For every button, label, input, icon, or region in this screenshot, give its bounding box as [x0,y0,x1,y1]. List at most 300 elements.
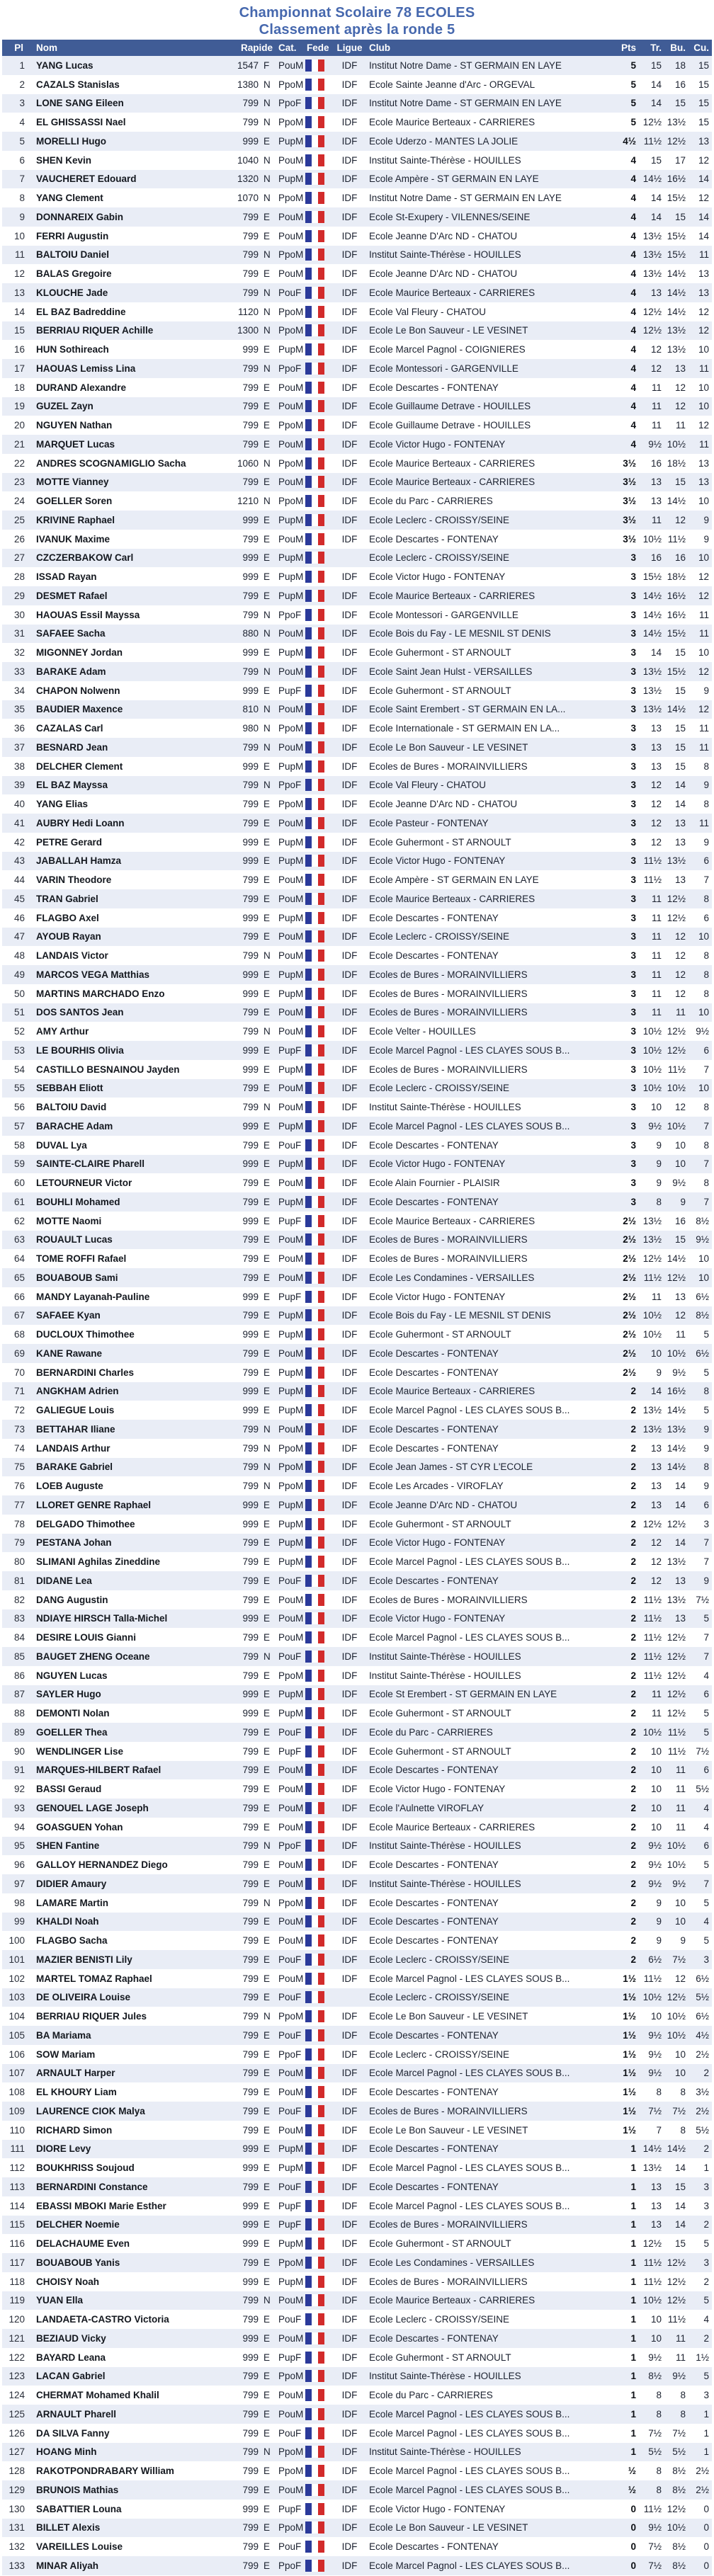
ligue-cell: IDF [341,514,358,525]
bu-cell: 10½ [667,1120,686,1132]
bu-cell: 12½ [667,893,686,904]
cu-cell: 0 [703,2503,709,2514]
tr-cell: 11 [651,969,662,980]
ligue-cell: IDF [341,1973,358,1984]
rating-cell: 799 [242,1442,259,1454]
ligue-cell: IDF [341,1120,358,1132]
tr-cell: 13½ [642,1215,662,1226]
ligue-cell: IDF [341,1916,358,1927]
federation-cell [305,1726,334,1738]
table-row [2,2329,712,2348]
ligue-cell: IDF [341,287,358,298]
bu-cell: 15 [674,723,686,734]
federation-cell [305,2276,334,2288]
table-row [2,1837,712,1856]
rating-type-cell: N [264,287,271,298]
rank-cell: 96 [13,1859,25,1871]
points-cell: 2 [630,1423,636,1435]
france-flag-icon [305,609,324,621]
cu-cell: 6 [703,855,709,867]
club-cell: Ecole Descartes - FONTENAY [369,912,499,923]
france-flag-icon [305,287,324,299]
header-pts: Pts [620,42,636,53]
rating-type-cell: N [264,950,271,962]
rank-cell: 103 [8,1992,25,2003]
table-row [2,1628,712,1647]
rating-cell: 799 [242,98,259,109]
rating-cell: 799 [242,477,259,488]
rating-type-cell: E [264,2408,271,2420]
tr-cell: 15 [650,154,662,166]
club-cell: Ecole Guhermont - ST ARNOULT [369,1329,511,1340]
category-cell: PouM [278,1007,304,1018]
rank-cell: 112 [9,2162,25,2174]
points-cell: 1½ [623,2124,636,2136]
points-cell: 1 [630,2314,636,2325]
rank-cell: 126 [8,2427,25,2439]
france-flag-icon [305,1783,324,1795]
rank-cell: 64 [13,1253,25,1265]
france-flag-icon [305,1025,324,1037]
table-row [2,1192,712,1212]
federation-cell [305,988,334,1000]
table-row [2,1287,712,1306]
rating-type-cell: E [264,268,271,280]
tr-cell: 12 [650,1537,662,1549]
ligue-cell: IDF [341,1499,358,1510]
table-row [2,814,712,833]
rank-cell: 88 [13,1708,25,1719]
bu-cell: 18½ [667,457,686,469]
federation-cell [305,2427,334,2439]
france-flag-icon [305,1082,324,1094]
france-flag-icon [305,2124,324,2136]
cu-cell: 6 [703,1044,709,1056]
rank-cell: 46 [13,912,25,923]
table-row [2,2291,712,2310]
bu-cell: 16 [674,79,686,90]
ligue-cell: IDF [341,2332,358,2344]
table-row [2,1079,712,1098]
tr-cell: 11 [651,950,662,962]
category-cell: PouF [278,2181,302,2192]
tr-cell: 13½ [642,268,662,280]
category-cell: PpoF [278,2048,302,2060]
tr-cell: 15 [650,59,662,71]
table-row [2,794,712,814]
france-flag-icon [305,2503,324,2515]
name-cell: BERNARDINI Constance [36,2181,148,2192]
points-cell: 2 [630,1594,636,1605]
ligue-cell: IDF [341,780,358,791]
cu-cell: 7 [703,1120,709,1132]
cu-cell: 1½ [696,2352,709,2363]
rating-cell: 1070 [237,193,259,204]
name-cell: JABALLAH Hamza [36,855,122,867]
bu-cell: 12½ [667,2503,686,2514]
table-row [2,2064,712,2083]
category-cell: PouM [278,1784,304,1795]
rating-cell: 799 [242,1802,259,1813]
category-cell: PupM [278,2162,304,2174]
ligue-cell: IDF [341,571,358,583]
cu-cell: 4½ [696,2029,709,2041]
name-cell: MARCOS VEGA Matthias [36,969,150,980]
ligue-cell: IDF [341,1935,358,1947]
ligue-cell: IDF [341,1044,358,1056]
table-row [2,1344,712,1363]
rating-type-cell: E [264,1272,271,1283]
ligue-cell: IDF [341,1859,358,1871]
name-cell: EL BAZ Mayssa [36,780,108,791]
points-cell: 1 [630,2352,636,2363]
rating-cell: 999 [242,2503,259,2514]
ligue-cell: IDF [341,1518,358,1529]
points-cell: 4 [630,420,636,431]
tr-cell: 7½ [648,2560,662,2571]
federation-cell [305,1859,334,1871]
tr-cell: 10 [650,2011,662,2022]
rank-cell: 70 [13,1367,25,1378]
club-cell: Institut Notre Dame - ST GERMAIN EN LAYE [369,98,562,109]
points-cell: 4 [630,382,636,393]
federation-cell [305,893,334,905]
rating-cell: 999 [242,1064,259,1075]
rating-cell: 799 [242,1537,259,1549]
france-flag-icon [305,1120,324,1132]
points-cell: 3 [630,855,636,867]
category-cell: PouM [278,2295,304,2306]
table-row [2,1382,712,1401]
points-cell: 3 [630,950,636,962]
france-flag-icon [305,779,324,791]
tr-cell: 11 [651,931,662,942]
rank-cell: 16 [13,344,25,355]
cu-cell: 5 [703,1859,709,1871]
rating-cell: 799 [242,1897,259,1908]
bu-cell: 10½ [667,1083,686,1094]
ligue-cell: IDF [341,931,358,942]
bu-cell: 12 [674,382,686,393]
points-cell: 2 [630,1784,636,1795]
tr-cell: 11 [651,1007,662,1018]
name-cell: MINAR Aliyah [36,2560,99,2571]
rating-type-cell: E [264,401,271,412]
tr-cell: 10 [650,1821,662,1833]
table-row [2,870,712,889]
cu-cell: 2½ [696,2105,709,2116]
ligue-cell: IDF [341,325,358,336]
club-cell: Ecole Leclerc - CROISSY/SEINE [369,2314,510,2325]
name-cell: KHALDI Noah [36,1916,99,1927]
bu-cell: 13½ [667,325,686,336]
club-cell: Ecole Maurice Berteaux - CARRIERES [369,1386,536,1397]
category-cell: PouM [278,1821,304,1833]
cu-cell: 7 [703,1537,709,1549]
table-row [2,2480,712,2500]
category-cell: PouM [278,1234,304,1246]
rank-cell: 43 [13,855,25,867]
rating-type-cell: E [264,2048,271,2060]
tr-cell: 9½ [648,1878,662,1889]
ligue-cell: IDF [341,760,358,772]
cu-cell: 12 [698,306,709,317]
france-flag-icon [305,1064,324,1076]
federation-cell [305,1764,334,1776]
tr-cell: 13½ [642,666,662,677]
rating-type-cell: E [264,969,271,980]
points-cell: 4 [630,249,636,261]
rank-cell: 75 [13,1461,25,1473]
points-cell: 1 [630,2200,636,2211]
rating-type-cell: F [264,59,270,71]
table-row [2,1515,712,1534]
ligue-cell: IDF [341,1234,358,1246]
bu-cell: 13 [674,817,686,828]
cu-cell: 6 [703,1689,709,1700]
name-cell: BASSI Geraud [36,1784,102,1795]
france-flag-icon [305,1272,324,1284]
rating-type-cell: E [264,2522,271,2534]
federation-cell [305,59,334,72]
club-cell: Ecole St-Exupery - VILENNES/SEINE [369,211,531,222]
tr-cell: 12 [650,1575,662,1586]
category-cell: PouM [278,817,304,828]
federation-cell [305,1139,334,1151]
cu-cell: 11 [698,249,709,261]
france-flag-icon [305,249,324,261]
points-cell: 3 [630,836,636,848]
rating-type-cell: N [264,193,271,204]
federation-cell [305,1991,334,2003]
name-cell: BOUABOUB Sami [36,1272,118,1283]
rank-cell: 59 [13,1158,25,1170]
tr-cell: 12 [650,799,662,810]
rank-cell: 130 [8,2503,25,2514]
category-cell: PupM [278,1689,304,1700]
club-cell: Ecole Uderzo - MANTES LA JOLIE [369,135,518,147]
france-flag-icon [305,1347,324,1360]
tr-cell: 13 [650,1461,662,1473]
ligue-cell: IDF [341,1765,358,1776]
name-cell: DA SILVA Fanny [36,2427,110,2439]
category-cell: PupF [278,1044,302,1056]
tr-cell: 11½ [643,874,662,886]
club-cell: Ecole Les Arcades - VIROFLAY [369,1481,504,1492]
rank-cell: 111 [10,2143,25,2155]
club-cell: Ecole Victor Hugo - FONTENAY [369,438,506,450]
federation-cell [305,1575,334,1587]
cu-cell: 8 [703,799,709,810]
rating-cell: 799 [242,2257,259,2268]
rating-type-cell: N [264,249,271,261]
table-row [2,1893,712,1913]
federation-cell [305,533,334,545]
ligue-cell: IDF [341,249,358,261]
france-flag-icon [305,343,324,355]
bu-cell: 10½ [667,2522,686,2534]
bu-cell: 8½ [672,2466,686,2477]
federation-cell [305,2408,334,2420]
table-row [2,776,712,795]
name-cell: BOUKHRISS Soujoud [36,2162,135,2174]
category-cell: PouM [278,1878,304,1889]
category-cell: PouM [278,211,304,222]
federation-cell [305,2029,334,2041]
rating-cell: 799 [242,1196,259,1207]
cu-cell: 11 [698,363,709,374]
tr-cell: 13½ [642,1405,662,1416]
rank-cell: 90 [13,1745,25,1757]
bu-cell: 13 [674,874,686,886]
tr-cell: 12½ [642,2238,662,2250]
rating-type-cell: E [264,1139,271,1151]
club-cell: Ecole Alain Fournier - PLAISIR [369,1178,500,1189]
france-flag-icon [305,476,324,488]
category-cell: PouM [278,950,304,962]
rating-cell: 799 [242,1992,259,2003]
name-cell: LETOURNEUR Victor [36,1178,132,1189]
points-cell: ½ [628,2484,636,2495]
cu-cell: 11 [698,438,709,450]
federation-cell [305,2503,334,2515]
france-flag-icon [305,552,324,564]
tr-cell: 9½ [648,2352,662,2363]
rating-type-cell: N [264,609,271,620]
ligue-cell: IDF [341,438,358,450]
federation-cell [305,2313,334,2325]
ligue-cell: IDF [341,2181,358,2192]
bu-cell: 12½ [667,2295,686,2306]
rating-type-cell: N [264,628,271,639]
federation-cell [305,590,334,602]
federation-cell [305,1688,334,1700]
club-cell: Ecole Les Condamines - VERSAILLES [369,2257,535,2268]
rating-type-cell: E [264,1215,271,1226]
table-row [2,662,712,681]
tr-cell: 12 [650,836,662,848]
france-flag-icon [305,2446,324,2458]
cu-cell: 6½ [696,1973,709,1984]
cu-cell: 4 [703,2314,709,2325]
name-cell: MOTTE Naomi [36,1215,102,1226]
rating-cell: 999 [242,1405,259,1416]
rank-cell: 26 [13,533,25,545]
rating-type-cell: E [264,2105,271,2116]
tr-cell: 16 [650,457,662,469]
rating-type-cell: E [264,931,271,942]
rating-cell: 799 [242,1083,259,1094]
points-cell: 3 [630,1102,636,1113]
ligue-cell: IDF [341,1215,358,1226]
bu-cell: 14½ [667,1442,686,1454]
table-row [2,2007,712,2026]
points-cell: 1 [630,2408,636,2420]
points-cell: 5 [630,79,636,90]
federation-cell [305,1347,334,1360]
bu-cell: 13 [674,1575,686,1586]
federation-cell [305,1177,334,1189]
france-flag-icon [305,1802,324,1814]
rating-cell: 799 [242,1367,259,1378]
category-cell: PpoM [278,420,304,431]
bu-cell: 9½ [672,1178,686,1189]
rating-cell: 999 [242,988,259,999]
rating-cell: 799 [242,2408,259,2420]
rank-cell: 127 [8,2446,25,2458]
club-cell: Ecole Guhermont - ST ARNOULT [369,647,511,659]
name-cell: RICHARD Simon [36,2124,113,2136]
table-row [2,302,712,321]
tr-cell: 9 [656,1897,662,1908]
ligue-cell: IDF [341,855,358,867]
name-cell: MAZIER BENISTI Lily [36,1954,132,1965]
name-cell: DANG Augustin [36,1594,108,1605]
ligue-cell: IDF [341,1329,358,1340]
tr-cell: 12½ [642,306,662,317]
rating-cell: 799 [242,438,259,450]
france-flag-icon [305,1897,324,1909]
club-cell: Ecole Ampère - ST GERMAIN EN LAYE [369,874,539,886]
name-cell: SHEN Fantine [36,1840,100,1852]
name-cell: GOASGUEN Yohan [36,1821,123,1833]
rank-cell: 107 [8,2068,25,2079]
federation-cell [305,1196,334,1208]
federation-cell [305,2010,334,2022]
points-cell: 2 [630,1840,636,1852]
name-cell: SOW Mariam [36,2048,96,2060]
category-cell: PouM [278,2068,304,2079]
bu-cell: 9½ [672,1878,686,1889]
france-flag-icon [305,2276,324,2288]
federation-cell [305,1821,334,1833]
rating-cell: 799 [242,230,259,241]
rating-type-cell: N [264,1897,271,1908]
category-cell: PupM [278,912,304,923]
bu-cell: 12 [674,969,686,980]
cu-cell: 9 [703,533,709,545]
rating-cell: 799 [242,1821,259,1833]
header-ligue: Ligue [336,42,363,53]
category-cell: PouF [278,1575,302,1586]
tr-cell: 14 [650,647,662,659]
rank-cell: 104 [8,2011,25,2022]
rank-cell: 117 [9,2257,25,2268]
cu-cell: 8 [703,1386,709,1397]
cu-cell: 12 [698,571,709,583]
table-row [2,2177,712,2196]
bu-cell: 16½ [667,590,686,601]
table-row [2,1173,712,1192]
table-row [2,1723,712,1742]
france-flag-icon [305,1821,324,1833]
tr-cell: 9½ [648,2048,662,2060]
rating-type-cell: E [264,2352,271,2363]
ligue-cell: IDF [341,2105,358,2116]
rating-cell: 1060 [237,457,259,469]
name-cell: MORELLI Hugo [36,135,106,147]
federation-cell [305,79,334,91]
table-row [2,1534,712,1553]
federation-cell [305,2143,334,2155]
name-cell: VAUCHERET Edouard [36,173,137,185]
tr-cell: 11½ [643,1632,662,1643]
tr-cell: 7 [656,2124,662,2136]
ligue-cell: IDF [341,799,358,810]
bu-cell: 12½ [667,1708,686,1719]
name-cell: GALLOY HERNANDEZ Diego [36,1859,168,1871]
points-cell: 2 [630,1954,636,1965]
